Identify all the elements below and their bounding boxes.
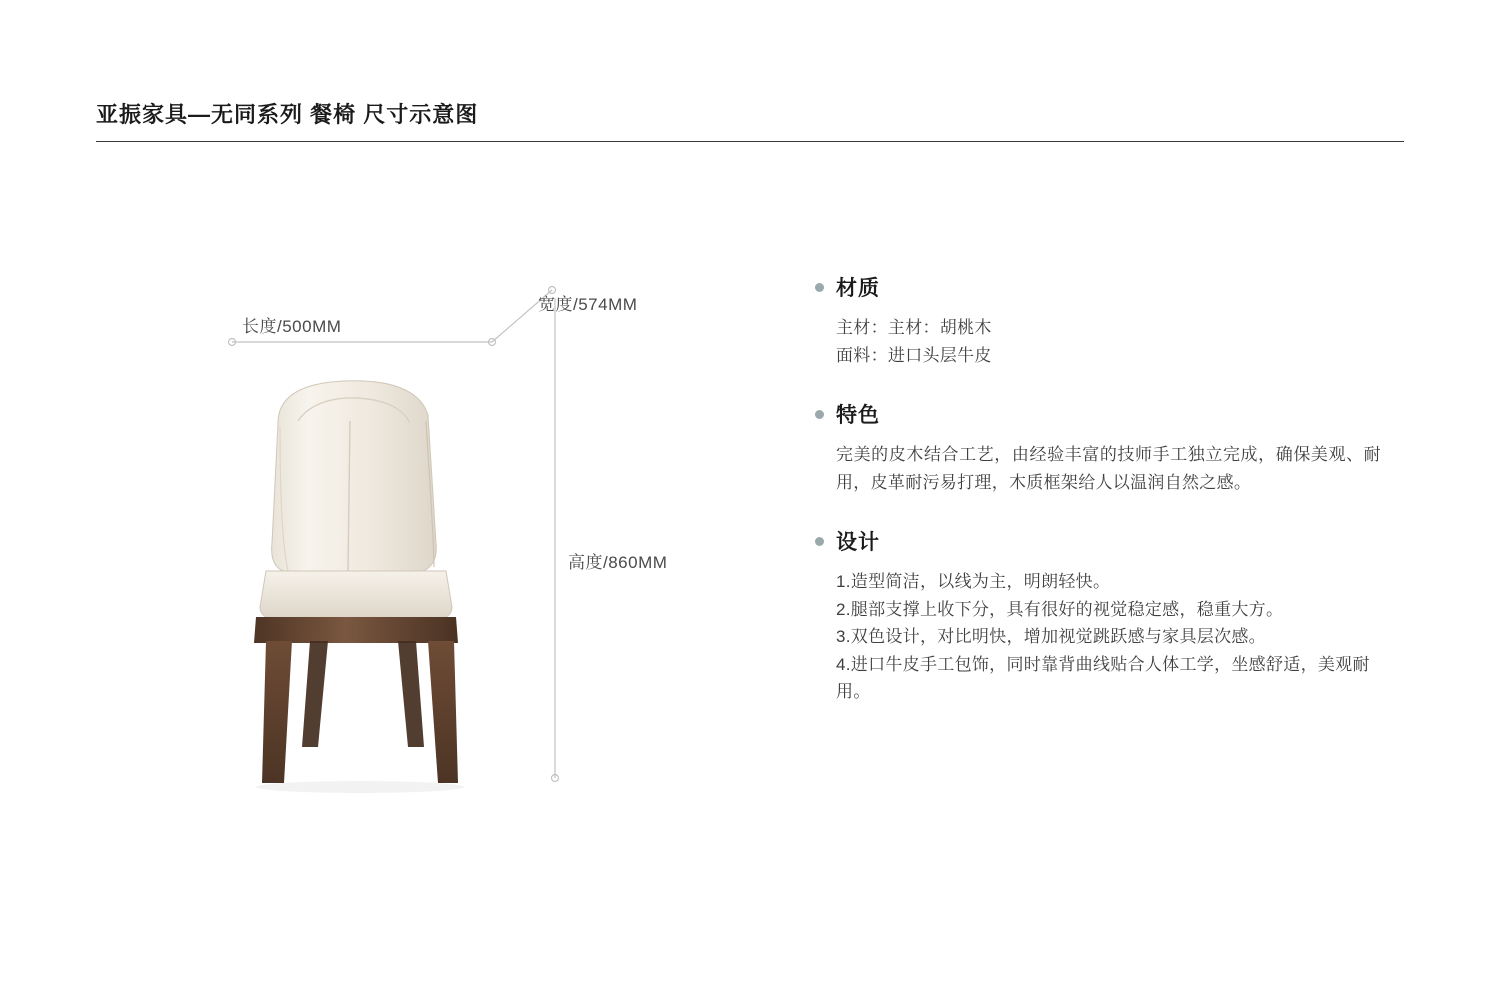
dimension-width-label: 宽度/574MM xyxy=(538,295,638,314)
spec-heading-design xyxy=(815,526,1395,556)
spec-body-feature xyxy=(836,441,1381,496)
spec-heading-feature xyxy=(815,399,1395,429)
chair-illustration xyxy=(240,375,510,795)
bullet-icon xyxy=(815,537,824,546)
spec-line: 面料：进口头层牛皮 xyxy=(836,345,992,365)
spec-line: 主材：主材：胡桃木 xyxy=(836,318,992,337)
dimension-length-label: 长度/500MM xyxy=(242,317,342,336)
spec-line: 3.双色设计，对比明快，增加视觉跳跃感与家具层次感。 xyxy=(836,627,1266,647)
bullet-icon xyxy=(815,283,824,292)
spec-block-material xyxy=(815,272,1395,369)
page-title: 亚振家具—无同系列 餐椅 尺寸示意图 xyxy=(96,102,479,127)
specification-panel xyxy=(815,272,1395,736)
spec-line: 4.进口牛皮手工包饰，同时靠背曲线贴合人体工学，坐感舒适，美观耐用。 xyxy=(836,654,1370,702)
spec-body-design xyxy=(836,568,1381,706)
spec-block-design xyxy=(815,526,1395,706)
spec-heading-material xyxy=(815,272,1395,302)
spec-title-material: 材质 xyxy=(836,277,880,300)
spec-body-material xyxy=(836,314,1395,369)
bullet-icon xyxy=(815,410,824,419)
spec-line: 2.腿部支撑上收下分，具有很好的视觉稳定感，稳重大方。 xyxy=(836,599,1284,619)
spec-line: 1.造型简洁，以线为主，明朗轻快。 xyxy=(836,572,1111,592)
page-header xyxy=(96,98,1404,142)
product-figure-panel xyxy=(180,270,780,850)
spec-title-feature: 特色 xyxy=(836,404,880,428)
spec-title-design: 设计 xyxy=(836,531,880,555)
product-image-chair xyxy=(240,375,510,795)
spec-line: 完美的皮木结合工艺，由经验丰富的技师手工独立完成，确保美观、耐用，皮革耐污易打理，木质框架给人以温润自然之感。 xyxy=(836,445,1381,492)
header-divider xyxy=(96,141,1404,142)
spec-block-feature xyxy=(815,399,1395,496)
dimension-height-label: 高度/860MM xyxy=(568,553,668,572)
